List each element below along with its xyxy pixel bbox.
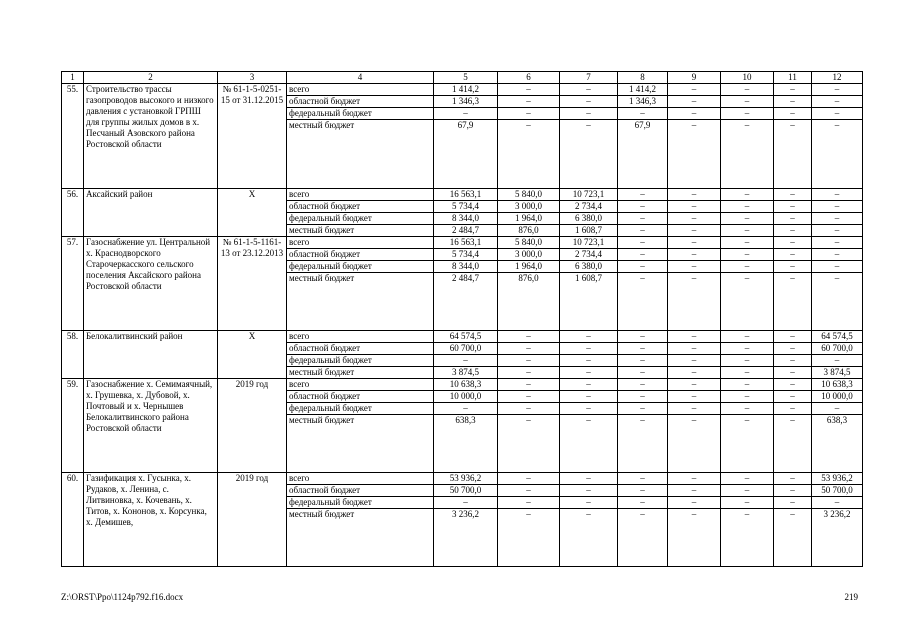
row-number: 56. [62,189,84,237]
amount-cell: – [812,201,863,213]
amount-cell: – [668,261,721,273]
funding-source: всего [287,84,434,96]
amount-cell: – [560,379,618,391]
amount-cell: – [618,237,668,249]
funding-source: местный бюджет [287,367,434,379]
amount-cell: 10 000,0 [434,391,498,403]
funding-source: федеральный бюджет [287,497,434,509]
amount-cell: – [774,497,812,509]
column-header-row [62,72,863,84]
amount-cell: – [774,273,812,331]
amount-cell: – [434,108,498,120]
amount-cell: 6 380,0 [560,261,618,273]
amount-cell: – [618,391,668,403]
amount-cell: – [668,403,721,415]
doc-reference: 2019 год [218,473,287,567]
amount-cell: – [618,213,668,225]
amount-cell: – [812,84,863,96]
amount-cell: – [721,509,774,567]
amount-cell: 3 874,5 [812,367,863,379]
amount-cell: 1 608,7 [560,273,618,331]
amount-cell: – [721,225,774,237]
table-row [62,237,863,249]
amount-cell: – [812,273,863,331]
amount-cell: – [560,485,618,497]
amount-cell: 1 414,2 [618,84,668,96]
amount-cell: – [560,367,618,379]
amount-cell: – [774,485,812,497]
amount-cell: – [812,189,863,201]
amount-cell: – [618,108,668,120]
amount-cell: 67,9 [618,120,668,189]
amount-cell: 2 734,4 [560,249,618,261]
amount-cell: 67,9 [434,120,498,189]
table-row [62,473,863,485]
amount-cell: 1 414,2 [434,84,498,96]
table-row [62,331,863,343]
amount-cell: – [774,237,812,249]
amount-cell: – [721,108,774,120]
amount-cell: – [618,485,668,497]
amount-cell: – [498,331,560,343]
table-row [62,189,863,201]
amount-cell: – [774,108,812,120]
amount-cell: – [498,379,560,391]
amount-cell: – [721,84,774,96]
amount-cell: 1 346,3 [618,96,668,108]
amount-cell: 5 734,4 [434,249,498,261]
amount-cell: 10 638,3 [812,379,863,391]
amount-cell: – [721,96,774,108]
amount-cell: – [668,355,721,367]
col-header: 6 [498,72,560,84]
amount-cell: – [668,473,721,485]
amount-cell: – [668,96,721,108]
amount-cell: – [812,108,863,120]
col-header: 12 [812,72,863,84]
amount-cell: – [774,201,812,213]
amount-cell: – [618,273,668,331]
doc-reference: Х [218,331,287,379]
amount-cell: – [618,379,668,391]
amount-cell: – [618,367,668,379]
funding-source: областной бюджет [287,96,434,108]
amount-cell: – [498,120,560,189]
amount-cell: – [498,391,560,403]
amount-cell: – [812,96,863,108]
row-number: 58. [62,331,84,379]
amount-cell: – [618,249,668,261]
amount-cell: – [774,391,812,403]
amount-cell: – [498,96,560,108]
amount-cell: 8 344,0 [434,213,498,225]
amount-cell: – [721,120,774,189]
amount-cell: – [668,509,721,567]
row-number: 57. [62,237,84,331]
amount-cell: 5 840,0 [498,237,560,249]
amount-cell: – [618,201,668,213]
amount-cell: – [812,213,863,225]
amount-cell: – [560,96,618,108]
amount-cell: 3 236,2 [434,509,498,567]
funding-source: областной бюджет [287,343,434,355]
budget-table [61,71,863,567]
row-number: 60. [62,473,84,567]
amount-cell: – [668,108,721,120]
amount-cell: 64 574,5 [812,331,863,343]
amount-cell: 64 574,5 [434,331,498,343]
amount-cell: – [668,249,721,261]
amount-cell: 638,3 [812,415,863,473]
amount-cell: 3 000,0 [498,249,560,261]
amount-cell: – [774,96,812,108]
amount-cell: – [721,273,774,331]
amount-cell: – [498,108,560,120]
funding-source: федеральный бюджет [287,355,434,367]
row-number: 55. [62,84,84,189]
doc-reference: 2019 год [218,379,287,473]
funding-source: всего [287,473,434,485]
funding-source: федеральный бюджет [287,213,434,225]
funding-source: федеральный бюджет [287,108,434,120]
funding-source: областной бюджет [287,201,434,213]
funding-source: местный бюджет [287,415,434,473]
col-header: 8 [618,72,668,84]
amount-cell: – [721,201,774,213]
amount-cell: – [774,473,812,485]
amount-cell: – [668,273,721,331]
amount-cell: 10 638,3 [434,379,498,391]
amount-cell: 16 563,1 [434,189,498,201]
amount-cell: – [618,509,668,567]
amount-cell: – [774,343,812,355]
amount-cell: – [812,497,863,509]
funding-source: всего [287,331,434,343]
amount-cell: – [498,403,560,415]
amount-cell: – [618,225,668,237]
amount-cell: – [721,415,774,473]
amount-cell: – [812,120,863,189]
funding-source: всего [287,189,434,201]
amount-cell: – [498,497,560,509]
amount-cell: – [812,261,863,273]
amount-cell: – [618,415,668,473]
object-name: Газоснабжение ул. Центральной х. Краснодворского Старочеркасского сельского поселения Аксайского района Ростовской области [84,237,218,331]
amount-cell: 10 723,1 [560,237,618,249]
amount-cell: 876,0 [498,225,560,237]
object-name: Газификация х. Гусынка, х. Рудаков, х. Ленина, с. Литвиновка, х. Кочевань, х. Титов, х. Кононов, х. Корсунка, х. Демишев, [84,473,218,567]
funding-source: местный бюджет [287,273,434,331]
doc-reference: Х [218,189,287,237]
amount-cell: – [668,237,721,249]
amount-cell: 5 840,0 [498,189,560,201]
col-header: 9 [668,72,721,84]
amount-cell: – [498,367,560,379]
col-header: 3 [218,72,287,84]
file-path: Z:\ORST\Ppo\1124p792.f16.docx [61,592,184,602]
amount-cell: 1 346,3 [434,96,498,108]
amount-cell: – [668,120,721,189]
amount-cell: – [434,497,498,509]
amount-cell: 50 700,0 [812,485,863,497]
amount-cell: 6 380,0 [560,213,618,225]
amount-cell: 1 964,0 [498,261,560,273]
amount-cell: – [434,355,498,367]
amount-cell: – [721,367,774,379]
funding-source: областной бюджет [287,485,434,497]
col-header: 7 [560,72,618,84]
amount-cell: – [668,225,721,237]
funding-source: местный бюджет [287,225,434,237]
amount-cell: – [618,331,668,343]
amount-cell: – [774,355,812,367]
amount-cell: – [721,249,774,261]
amount-cell: – [721,331,774,343]
amount-cell: – [668,379,721,391]
amount-cell: – [560,108,618,120]
amount-cell: – [774,367,812,379]
amount-cell: 60 700,0 [812,343,863,355]
amount-cell: – [721,379,774,391]
amount-cell: – [668,415,721,473]
amount-cell: – [774,415,812,473]
amount-cell: – [812,249,863,261]
amount-cell: – [668,331,721,343]
amount-cell: – [668,343,721,355]
amount-cell: – [618,403,668,415]
amount-cell: – [721,485,774,497]
amount-cell: 2 484,7 [434,273,498,331]
amount-cell: 10 723,1 [560,189,618,201]
amount-cell: – [812,355,863,367]
funding-source: местный бюджет [287,509,434,567]
row-number: 59. [62,379,84,473]
amount-cell: 1 608,7 [560,225,618,237]
amount-cell: – [668,497,721,509]
col-header: 2 [84,72,218,84]
amount-cell: – [618,343,668,355]
funding-source: федеральный бюджет [287,403,434,415]
col-header: 4 [287,72,434,84]
amount-cell: – [668,201,721,213]
amount-cell: – [668,485,721,497]
amount-cell: 3 874,5 [434,367,498,379]
amount-cell: – [618,473,668,485]
table-row [62,84,863,96]
amount-cell: – [774,379,812,391]
amount-cell: – [812,403,863,415]
doc-reference: № 61-1-5-0251-15 от 31.12.2015 [218,84,287,189]
amount-cell: – [774,331,812,343]
object-name: Белокалитвинский район [84,331,218,379]
amount-cell: – [721,213,774,225]
amount-cell: – [618,497,668,509]
funding-source: всего [287,237,434,249]
amount-cell: – [498,473,560,485]
amount-cell: – [618,355,668,367]
amount-cell: 8 344,0 [434,261,498,273]
amount-cell: 53 936,2 [812,473,863,485]
amount-cell: – [560,331,618,343]
amount-cell: – [560,84,618,96]
amount-cell: – [560,120,618,189]
amount-cell: – [721,237,774,249]
amount-cell: – [560,403,618,415]
amount-cell: 3 236,2 [812,509,863,567]
amount-cell: – [618,189,668,201]
amount-cell: – [721,343,774,355]
amount-cell: – [774,120,812,189]
amount-cell: – [560,415,618,473]
amount-cell: – [434,403,498,415]
amount-cell: 2 484,7 [434,225,498,237]
amount-cell: – [560,473,618,485]
amount-cell: – [774,403,812,415]
amount-cell: 3 000,0 [498,201,560,213]
page-number: 219 [844,592,858,602]
amount-cell: – [774,509,812,567]
amount-cell: – [721,473,774,485]
object-name: Газоснабжение х. Семимаячный, х. Грушевка, х. Дубовой, х. Почтовый и х. Чернышев Белокалитвинского района Ростовской области [84,379,218,473]
amount-cell: 5 734,4 [434,201,498,213]
amount-cell: – [560,355,618,367]
amount-cell: – [618,261,668,273]
funding-source: областной бюджет [287,249,434,261]
funding-source: областной бюджет [287,391,434,403]
amount-cell: – [498,485,560,497]
amount-cell: 638,3 [434,415,498,473]
amount-cell: – [774,249,812,261]
col-header: 10 [721,72,774,84]
amount-cell: 876,0 [498,273,560,331]
amount-cell: – [721,261,774,273]
amount-cell: – [721,189,774,201]
amount-cell: – [668,367,721,379]
amount-cell: – [721,355,774,367]
amount-cell: 50 700,0 [434,485,498,497]
amount-cell: – [774,225,812,237]
col-header: 1 [62,72,84,84]
funding-source: местный бюджет [287,120,434,189]
amount-cell: – [498,415,560,473]
amount-cell: – [498,355,560,367]
amount-cell: – [721,403,774,415]
amount-cell: – [668,189,721,201]
amount-cell: – [721,497,774,509]
funding-source: всего [287,379,434,391]
amount-cell: – [721,391,774,403]
amount-cell: – [560,497,618,509]
amount-cell: – [774,189,812,201]
amount-cell: – [560,509,618,567]
amount-cell: 60 700,0 [434,343,498,355]
funding-source: федеральный бюджет [287,261,434,273]
amount-cell: – [668,84,721,96]
amount-cell: – [560,391,618,403]
amount-cell: – [812,237,863,249]
doc-reference: № 61-1-5-1161-13 от 23.12.2013 [218,237,287,331]
amount-cell: – [560,343,618,355]
amount-cell: – [498,84,560,96]
amount-cell: – [498,509,560,567]
amount-cell: – [774,213,812,225]
object-name: Аксайский район [84,189,218,237]
amount-cell: – [812,225,863,237]
object-name: Строительство трассы газопроводов высокого и низкого давления с установкой ГРПШ для группы жилых домов в х. Песчаный Азовского района Ростовской области [84,84,218,189]
amount-cell: – [774,261,812,273]
amount-cell: – [668,391,721,403]
amount-cell: – [498,343,560,355]
amount-cell: 1 964,0 [498,213,560,225]
col-header: 11 [774,72,812,84]
amount-cell: 2 734,4 [560,201,618,213]
amount-cell: – [774,84,812,96]
amount-cell: – [668,213,721,225]
amount-cell: 10 000,0 [812,391,863,403]
amount-cell: 16 563,1 [434,237,498,249]
col-header: 5 [434,72,498,84]
amount-cell: 53 936,2 [434,473,498,485]
table-row [62,379,863,391]
